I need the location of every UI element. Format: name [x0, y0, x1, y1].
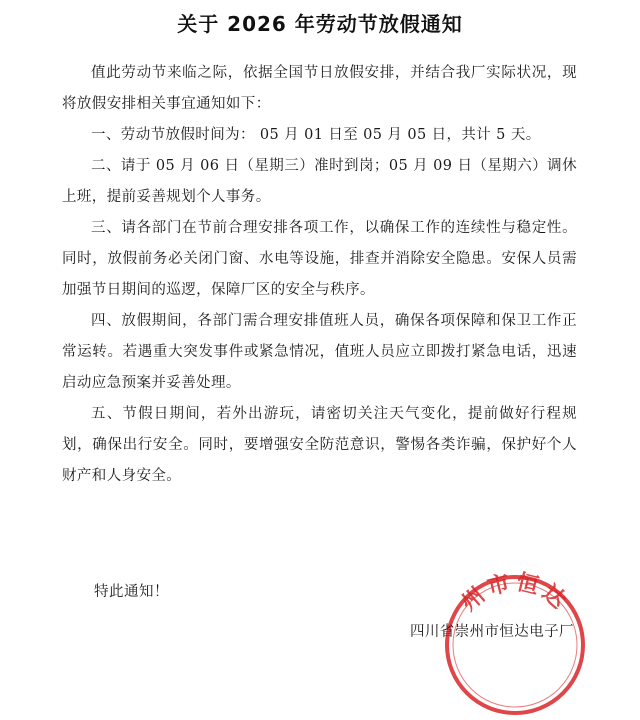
closing-text: 特此通知！: [94, 584, 169, 600]
notice-body: [62, 58, 577, 492]
item-1-paragraph: 一、劳动节放假时间为： 05 月 01 日至 05 月 05 日，共计 5 天。: [91, 127, 541, 143]
item-4-paragraph: 四、放假期间，各部门需合理安排值班人员，确保各项保障和保卫工作正常运转。若遇重大突发事件或紧急情况，值班人员应立即拨打紧急电话，迅速启动应急预案并妥善处理。: [62, 313, 577, 391]
document-title: 关于 2026 年劳动节放假通知: [177, 12, 463, 36]
item-2-paragraph: 二、请于 05 月 06 日（星期三）准时到岗；05 月 09 日（星期六）调休上班，提前妥善规划个人事务。: [62, 158, 577, 205]
item-3-paragraph: 三、请各部门在节前合理安排各项工作，以确保工作的连续性与稳定性。同时，放假前务必关闭门窗、水电等设施，排查并消除安全隐患。安保人员需加强节日期间的巡逻，保障厂区的安全与秩序。: [62, 220, 577, 298]
intro-paragraph: 值此劳动节来临之际，依据全国节日放假安排，并结合我厂实际状况，现将放假安排相关事宜通知如下：: [62, 65, 577, 112]
company-seal-stamp: [440, 570, 590, 720]
svg-text:州市恒达: 州市恒达: [456, 570, 574, 617]
item-5-paragraph: 五、节假日期间，若外出游玩，请密切关注天气变化，提前做好行程规划，确保出行安全。同时，要增强安全防范意识，警惕各类诈骗，保护好个人财产和人身安全。: [62, 406, 577, 484]
company-signature: 四川省崇州市恒达电子厂: [410, 624, 574, 640]
